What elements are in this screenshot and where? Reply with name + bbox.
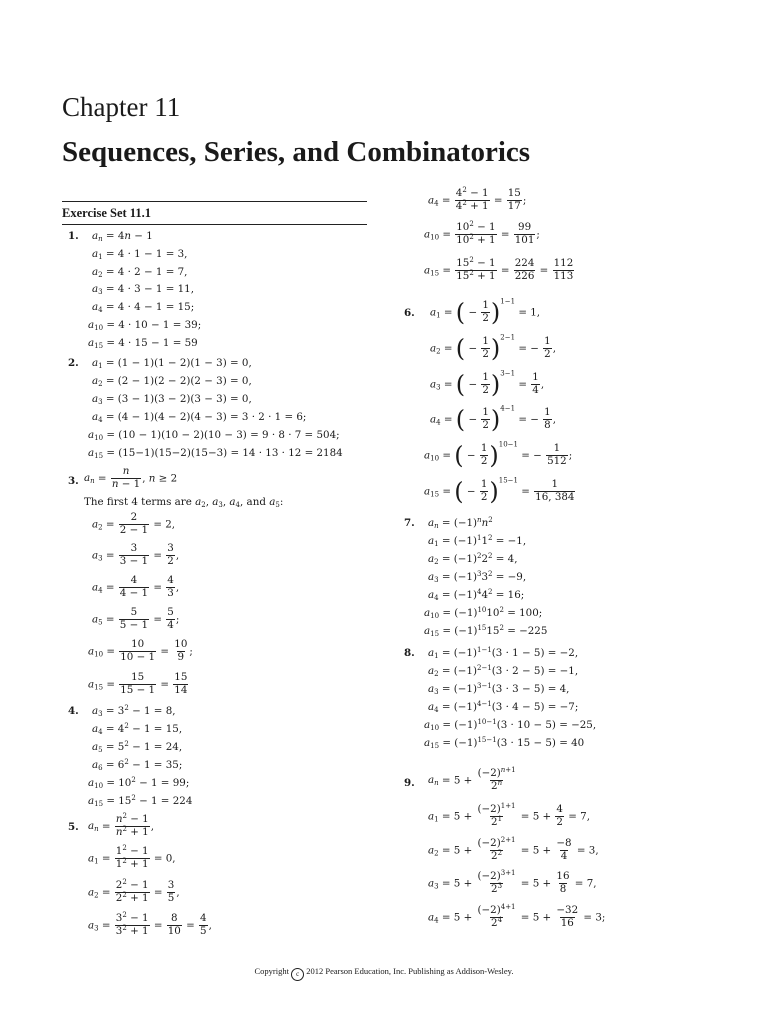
equation: $a_5$ = $\frac{5}{5 - 1}$ = $\frac{5}{4}$ ; [92,606,180,631]
copyright-icon: c [291,968,304,981]
equation: $a_3$ = $\frac{3^2 - 1}{3^2 + 1}$ = $\frac{8}{10}$ = $\frac{4}{5}$ , [88,911,212,937]
equation: $a_4 = (-1)^44^2 = 16$; [428,588,525,602]
equation: $a_{15} = 15^2 - 1 = 224$ [88,794,193,808]
equation: $a_{10} = 4 \cdot 10 - 1 = 39$; [88,319,202,332]
equation: $a_n$ = $\frac{n^2 - 1}{n^2 + 1}$ , [88,812,154,838]
equation: $a_4 = (4 - 1)(4 - 2)(4 - 3) = 3 \cdot 2 \cdot 1 = 6$; [92,411,307,424]
equation: $a_{10} = (10 - 1)(10 - 2)(10 - 3) = 9 \cdot 8 \cdot 7 = 504$; [88,429,340,442]
equation: $a_n = (-1)^nn^2$ [428,516,493,530]
copyright-text: 2012 Pearson Education, Inc. Publishing as Addison-Wesley. [306,966,514,976]
equation: $a_3 = (3 - 1)(3 - 2)(3 - 3) = 0$, [92,393,252,406]
equation: $a_2$ = $\frac{2}{2 - 1}$ = 2, [92,511,176,536]
note-label: The first 4 terms are [84,496,192,508]
equation: $a_2 = (-1)^{2-1}(3 \cdot 2 - 5) = -1$, [428,664,579,678]
exercise-number: 7. [404,517,415,529]
equation: $a_{15}$ = $\frac{15}{15 - 1}$ = $\frac{15}{14}$ [88,671,188,696]
equation: $a_{15}$ = ( − $\frac{1}{2}$ )$^{15-1}$ = $\frac{1}{16, 384}$ [424,476,575,506]
equation: $a_{15} = (15-1)(15-2)(15-3) = 14 \cdot 13 \cdot 12 = 2184$ [88,447,343,460]
copyright-label: Copyright [254,966,289,976]
equation: $a_{10}$ = $\frac{10}{10 - 1}$ = $\frac{10}{9}$ ; [88,638,193,663]
equation: $a_2$ = $\frac{2^2 - 1}{2^2 + 1}$ = $\frac{3}{5}$ , [88,878,180,904]
equation: $a_3$ = ( − $\frac{1}{2}$ )$^{3-1}$ = $\frac{1}{4}$ , [430,369,545,399]
equation: $a_2$ = ( − $\frac{1}{2}$ )$^{2-1}$ = − $\frac{1}{2}$ , [430,333,556,363]
rule-top [62,201,367,202]
equation: $a_4 = 4^2 - 1 = 15$, [92,722,183,736]
chapter-label: Chapter 11 [62,92,181,122]
equation: $a_{10} = (-1)^{10-1}(3 \cdot 10 - 5) = -25$, [424,718,597,732]
equation: $a_4$ = $\frac{4^2 - 1}{4^2 + 1}$ = $\frac{15}{17}$ ; [428,186,527,212]
equation: $a_1 = 5$ + $\frac{(-2)^{1+1}}{2^1}$ = 5 + $\frac{4}{2}$ = 7, [428,802,590,828]
equation: $a_3 = 3^2 - 1 = 8$, [92,704,176,718]
exercise-number: 5. [68,821,79,833]
equation: $a_4 = 4 \cdot 4 - 1 = 15$; [92,301,195,314]
equation: $a_3 = (-1)^33^2 = -9$, [428,570,527,584]
equation: $a_5 = 5^2 - 1 = 24$, [92,740,183,754]
equation: $a_4$ = $\frac{4}{4 - 1}$ = $\frac{4}{3}$ , [92,574,180,599]
exercise-number: 6. [404,307,415,319]
equation: $a_1 = (1 - 1)(1 - 2)(1 - 3) = 0$, [92,357,252,370]
equation: $a_2 = (-1)^22^2 = 4$, [428,552,518,566]
equation: $a_{15} = 4 \cdot 15 - 1 = 59$ [88,337,198,350]
equation: $a_1 = (-1)^{1-1}(3 \cdot 1 - 5) = -2$, [428,646,579,660]
note-text: The first 4 terms are $a_2$, $a_3$, $a_4$, and $a_5$: [84,496,284,509]
equation: $a_{10}$ = $\frac{10^2 - 1}{10^2 + 1}$ = $\frac{99}{101}$ ; [424,220,540,246]
equation: $a_1$ = ( − $\frac{1}{2}$ )$^{1-1}$ = 1, [430,297,541,327]
equation: $a_4 = 5$ + $\frac{(-2)^{4+1}}{2^4}$ = 5 + $\frac{-32}{16}$ = 3; [428,903,606,929]
equation: $a_{15}$ = $\frac{15^2 - 1}{15^2 + 1}$ = $\frac{224}{226}$ = $\frac{112}{113}$ [424,256,574,282]
equation: $a_1 = 4 \cdot 1 - 1 = 3$, [92,248,188,261]
equation: $a_1$ = $\frac{1^2 - 1}{1^2 + 1}$ = 0, [88,844,176,870]
equation: $a_n = 5$ + $\frac{(-2)^{n+1}}{2^n}$ [428,766,516,792]
equation: $a_4 = (-1)^{4-1}(3 \cdot 4 - 5) = -7$; [428,700,579,714]
equation: $a_3$ = $\frac{3}{3 - 1}$ = $\frac{3}{2}$ , [92,542,180,567]
equation: $a_{15} = (-1)^{15}15^2 = -225$ [424,624,548,638]
equation: $a_4$ = ( − $\frac{1}{2}$ )$^{4-1}$ = − $\frac{1}{8}$ , [430,404,556,434]
rule-bottom [62,224,367,225]
exercise-number: 2. [68,357,79,369]
equation: $a_2 = (2 - 1)(2 - 2)(2 - 3) = 0$, [92,375,252,388]
equation: $a_{10}$ = ( − $\frac{1}{2}$ )$^{10-1}$ = − $\frac{1}{512}$ ; [424,440,573,470]
chapter-title: Sequences, Series, and Combinatorics [62,136,531,168]
equation: $a_2 = 4 \cdot 2 - 1 = 7$, [92,266,188,279]
equation: $a_n = 4n - 1$ [92,230,153,243]
exercise-number: 9. [404,777,415,789]
equation: $a_3 = 4 \cdot 3 - 1 = 11$, [92,283,194,296]
equation: $a_6 = 6^2 - 1 = 35$; [92,758,183,772]
exercise-number: 1. [68,230,79,242]
exercise-number: 4. [68,705,79,717]
exercise-number: 3. [68,475,79,487]
equation: $a_n$ = $\frac{n}{n - 1}$ , n ≥ 2 [84,465,178,490]
copyright-footer [0,966,768,981]
equation: $a_{10} = (-1)^{10}10^2 = 100$; [424,606,543,620]
equation: $a_3 = (-1)^{3-1}(3 \cdot 3 - 5) = 4$, [428,682,570,696]
exercise-number: 8. [404,647,415,659]
exercise-set-title: Exercise Set 11.1 [62,206,151,220]
equation: $a_3 = 5$ + $\frac{(-2)^{3+1}}{2^3}$ = 5 + $\frac{16}{8}$ = 7, [428,869,597,895]
equation: $a_1 = (-1)^11^2 = -1$, [428,534,527,548]
equation: $a_2 = 5$ + $\frac{(-2)^{2+1}}{2^2}$ = 5 + $\frac{-8}{4}$ = 3, [428,836,599,862]
equation: $a_{10} = 10^2 - 1 = 99$; [88,776,190,790]
equation: $a_{15} = (-1)^{15-1}(3 \cdot 15 - 5) = 40$ [424,736,585,750]
